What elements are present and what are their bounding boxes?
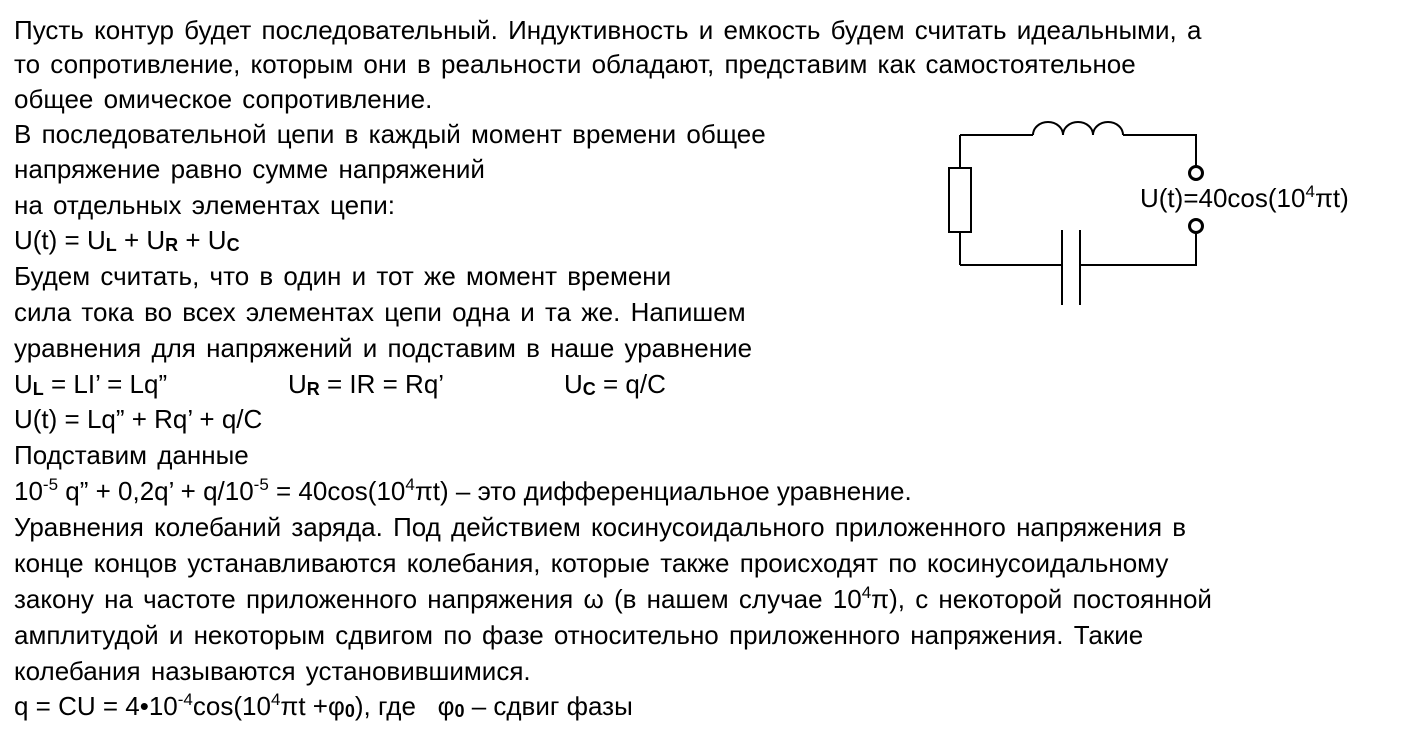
eq-text: = q/C: [595, 369, 666, 399]
eq-text: πt) – это дифференциальное уравнение.: [414, 476, 912, 506]
eq-text: U(t) = U: [14, 225, 106, 255]
eq-text: πt): [1314, 183, 1349, 213]
equation-differential: [14, 473, 912, 509]
eq-text: U: [288, 369, 307, 399]
equation-charge: [14, 688, 633, 724]
text-line: Уравнения колебаний заряда. Под действием косинусоидального приложенного напряжения в: [14, 512, 1187, 542]
eq-text: U: [564, 369, 583, 399]
eq-sub: 0: [344, 701, 355, 721]
eq-text: – сдвиг фазы: [464, 691, 633, 721]
wire: [1080, 232, 1196, 265]
eq-text: πt +φ: [280, 691, 345, 721]
text-line: Будем считать, что в один и тот же момент времени: [14, 261, 672, 291]
eq-sup: 4: [405, 475, 415, 494]
eq-text: = 40cos(10: [268, 476, 406, 506]
wire: [1123, 135, 1196, 166]
eq-sup: 4: [1305, 182, 1315, 201]
eq-text: = IR = Rq’: [319, 369, 445, 399]
eq-text: закону на частоте приложенного напряжения ω (в нашем случае 10: [14, 584, 862, 614]
equation-components: [14, 366, 774, 402]
equation-total: U(t) = Lq” + Rq’ + q/C: [14, 404, 263, 434]
eq-text: 10: [14, 476, 43, 506]
eq-text: U: [14, 369, 33, 399]
eq-sup: 4: [270, 690, 281, 709]
text-line: уравнения для напряжений и подставим в наше уравнение: [14, 333, 753, 363]
eq-text: q” + 0,2q’ + q/10: [58, 476, 254, 506]
text-line: общее омическое сопротивление.: [14, 84, 433, 114]
eq-text: cos(10: [192, 691, 271, 721]
resistor-symbol: [949, 168, 971, 232]
eq-sub: 0: [454, 701, 465, 721]
source-voltage-label: [1140, 180, 1349, 216]
eq-sub: C: [582, 379, 596, 399]
eq-sup: -5: [42, 475, 59, 494]
eq-text: q = CU = 4•10: [14, 691, 178, 721]
eq-text: + U: [116, 225, 166, 255]
eq-sub: R: [306, 379, 320, 399]
eq-text: ), где φ: [354, 691, 455, 721]
eq-text: π), с некоторой постоянной: [871, 584, 1212, 614]
equation-ur: [288, 366, 444, 402]
equation-ul: [14, 366, 167, 402]
eq-sub: L: [105, 235, 117, 255]
text-line: В последовательной цепи в каждый момент времени общее: [14, 119, 766, 149]
eq-sub: C: [226, 235, 240, 255]
eq-sup: -5: [253, 475, 269, 494]
text-line: Подставим данные: [14, 440, 249, 470]
eq-sup: -4: [177, 690, 193, 709]
eq-sub: L: [32, 379, 44, 399]
eq-sub: R: [165, 235, 179, 255]
text-line: сила тока во всех элементах цепи одна и та же. Напишем: [14, 297, 746, 327]
text-line: Пусть контур будет последовательный. Индуктивность и емкость будем считать идеальными, а: [14, 15, 1202, 45]
equation-uc: [564, 366, 666, 402]
text-line: то сопротивление, которым они в реальности обладают, представим как самостоятельное: [14, 49, 1136, 79]
eq-sup: 4: [861, 583, 872, 602]
text-line: амплитудой и некоторым сдвигом по фазе относительно приложенного напряжения. Такие: [14, 620, 1144, 650]
text-line: напряжение равно сумме напряжений: [14, 154, 485, 184]
inductor-symbol: [1033, 122, 1123, 135]
eq-text: = LI’ = Lq”: [43, 369, 168, 399]
text-line: [14, 581, 1212, 617]
eq-text: U(t)=40cos(10: [1140, 183, 1306, 213]
text-line: колебания называются установившимися.: [14, 656, 531, 686]
terminal-circle: [1190, 220, 1203, 233]
eq-text: + U: [178, 225, 227, 255]
text-line: конце концов устанавливаются колебания, которые также происходят по косинусоидальному: [14, 548, 1169, 578]
terminal-circle: [1190, 167, 1203, 180]
equation-sum: [14, 222, 240, 258]
text-line: на отдельных элементах цепи:: [14, 190, 395, 220]
